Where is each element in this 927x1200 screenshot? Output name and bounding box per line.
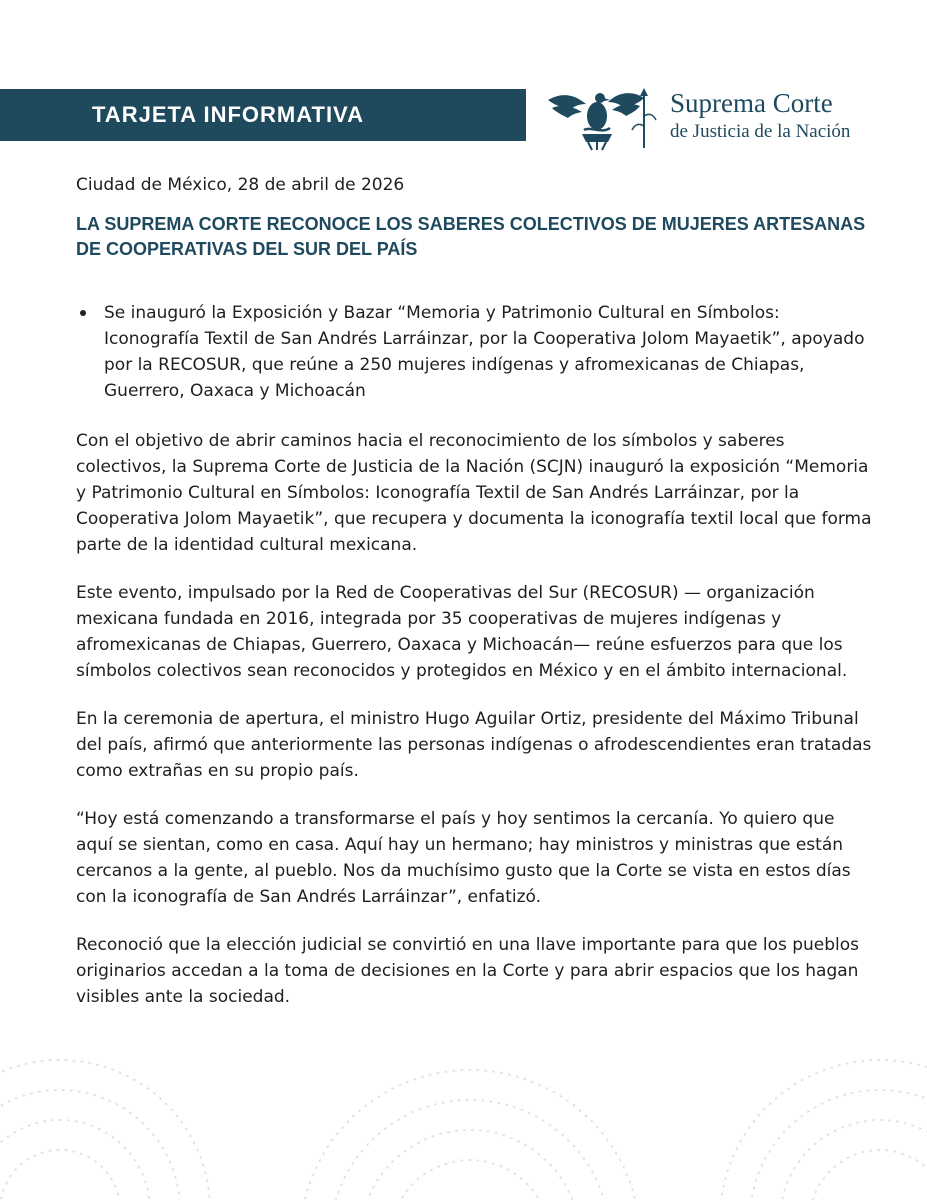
scjn-logo (544, 86, 874, 152)
date-line: Ciudad de México, 28 de abril de 2026 (76, 175, 405, 195)
header-banner (0, 89, 526, 141)
bullet-item (76, 300, 876, 404)
paragraph: Reconoció que la elección judicial se convirtió en una llave importante para que los pueblos originarios accedan a la toma de decisiones en la Corte y para abrir espacios que los hagan visibles ante la sociedad. (76, 935, 860, 1007)
paragraph: En la ceremonia de apertura, el ministro Hugo Aguilar Ortiz, presidente del Máximo Tribunal del país, afirmó que anteriormente las personas indígenas o afrodescendientes eran tratadas como extrañas en su propio país. (76, 709, 872, 781)
bullet-text: Se inauguró la Exposición y Bazar “Memoria y Patrimonio Cultural en Símbolos: Iconografía Textil de San Andrés Larráinzar, por la Cooperativa Jolom Mayaetik”, apoyado por la RECOSUR, que reúne a 250 mujeres indígenas y afromexicanas de Chiapas, Guerrero, Oaxaca y Michoacán (104, 303, 865, 401)
document-body (76, 172, 876, 1032)
paragraph: Este evento, impulsado por la Red de Cooperativas del Sur (RECOSUR) — organización mexicana fundada en 2016, integrada por 35 cooperativas de mujeres indígenas y afromexicanas de Chiapas, Guerrero, Oaxaca y Michoacán— reúne esfuerzos para que los símbolos colectivos sean reconocidos y protegidos en México y en el ámbito internacional. (76, 583, 848, 681)
logo-title: Suprema Corte (670, 88, 833, 118)
summary-bullets (76, 300, 876, 404)
dotted-background-pattern (0, 1010, 927, 1200)
bullet-dot-icon (80, 310, 86, 316)
paragraph: “Hoy está comenzando a transformarse el país y hoy sentimos la cercanía. Yo quiero que aquí se sientan, como en casa. Aquí hay un hermano; hay ministros y ministras que están cercanos a la gente, al pueblo. Nos da muchísimo gusto que la Corte se vista en estos días con la iconografía de San Andrés Larráinzar”, enfatizó. (76, 809, 851, 907)
eagle-emblem-icon (544, 86, 662, 152)
headline: LA SUPREMA CORTE RECONOCE LOS SABERES COLECTIVOS DE MUJERES ARTESANAS DE COOPERATIVAS DEL SUR DEL PAÍS (76, 214, 866, 259)
banner-title: TARJETA INFORMATIVA (92, 102, 364, 127)
logo-subtitle: de Justicia de la Nación (670, 121, 851, 142)
paragraph: Con el objetivo de abrir caminos hacia el reconocimiento de los símbolos y saberes colectivos, la Suprema Corte de Justicia de la Nación (SCJN) inauguró la exposición “Memoria y Patrimonio Cultural en Símbolos: Iconografía Textil de San Andrés Larráinzar, por la Cooperativa Jolom Mayaetik”, que recupera y documenta la iconografía textil local que forma parte de la identidad cultural mexicana. (76, 431, 872, 555)
